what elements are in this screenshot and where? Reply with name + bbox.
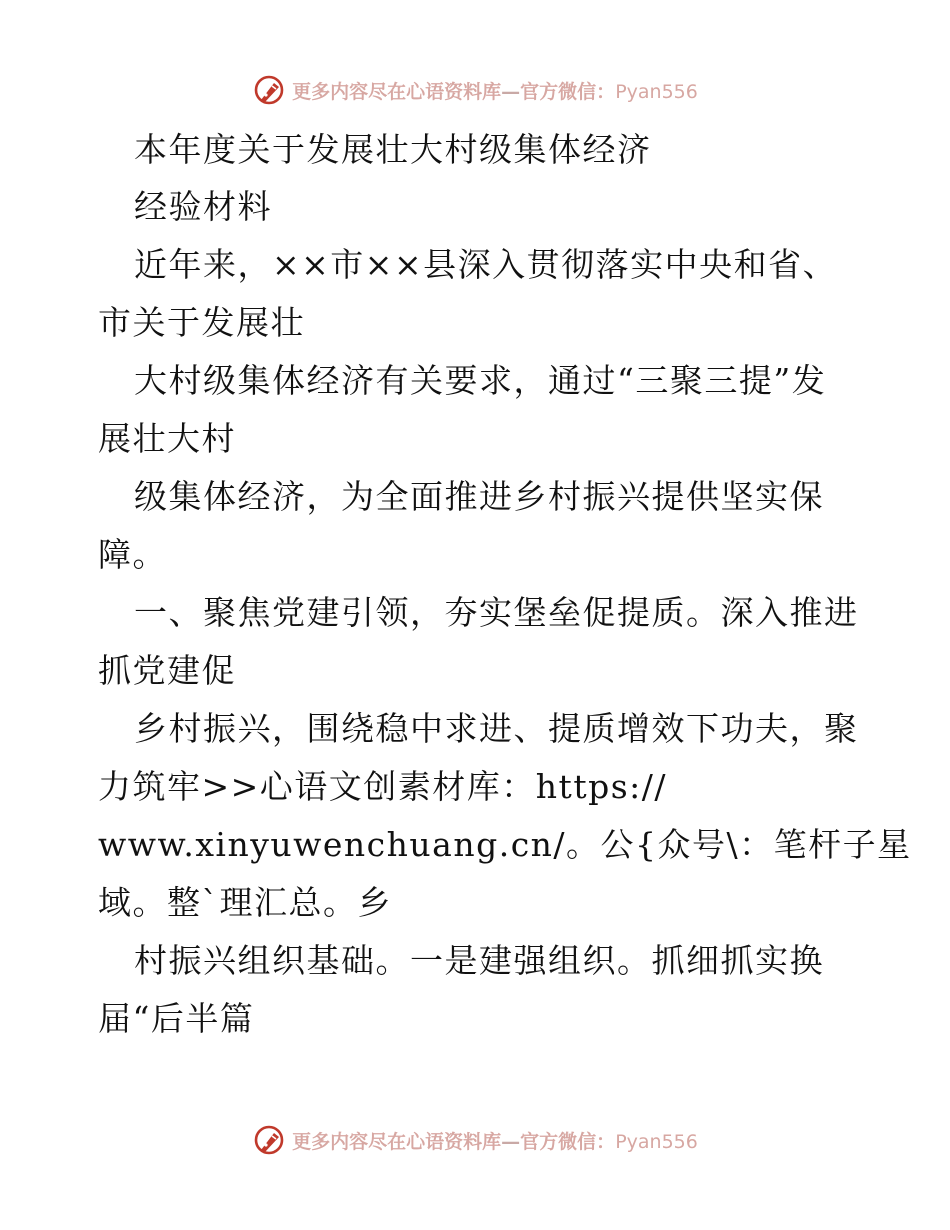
paragraph-line: 力筑牢>>心语文创素材库：https:// [98,767,667,806]
banner-site-name: 更多内容尽在心语资料库 [292,80,502,103]
banner-wechat-id: Pyan556 [615,1130,698,1153]
paragraph-line: 村振兴组织基础。一是建强组织。抓细抓实换 [134,941,824,980]
paragraph-line: 级集体经济，为全面推进乡村振兴提供坚实保 [134,477,824,516]
paragraph-line: 大村级集体经济有关要求，通过“三聚三提”发 [134,361,827,400]
paragraph-line: 乡村振兴，围绕稳中求进、提质增效下功夫，聚 [134,709,859,748]
header-banner [0,70,950,110]
banner-text [292,1127,698,1154]
banner-wechat-label: 官方微信： [520,80,616,103]
paragraph-line: www.xinyuwenchuang.cn/。公{众号\：笔杆子星 [98,825,912,864]
paragraph-line: 近年来，××市××县深入贯彻落实中央和省、 [134,245,838,284]
pen-nib-logo-icon [252,73,286,107]
banner-content [252,73,698,107]
paragraph-line: 一、聚焦党建引领，夯实堡垒促提质。深入推进 [134,593,859,632]
paragraph-line: 展壮大村 [98,419,236,458]
banner-wechat-label: 官方微信： [520,1130,616,1153]
paragraph-line: 抓党建促 [98,651,236,690]
paragraph-line: 市关于发展壮 [98,303,305,342]
banner-dash: — [501,1130,521,1153]
paragraph-line: 域。整`理汇总。乡 [98,883,392,922]
banner-site-name: 更多内容尽在心语资料库 [292,1130,502,1153]
banner-content [252,1123,698,1157]
paragraph-line: 障。 [98,535,167,574]
doc-title-line-1: 本年度关于发展壮大村级集体经济 [134,130,652,169]
footer-banner [0,1120,950,1160]
doc-title-line-2: 经验材料 [134,187,272,226]
pen-nib-logo-icon [252,1123,286,1157]
banner-wechat-id: Pyan556 [615,80,698,103]
paragraph-line: 届“后半篇 [98,999,255,1038]
banner-dash: — [501,80,521,103]
banner-text [292,77,698,104]
